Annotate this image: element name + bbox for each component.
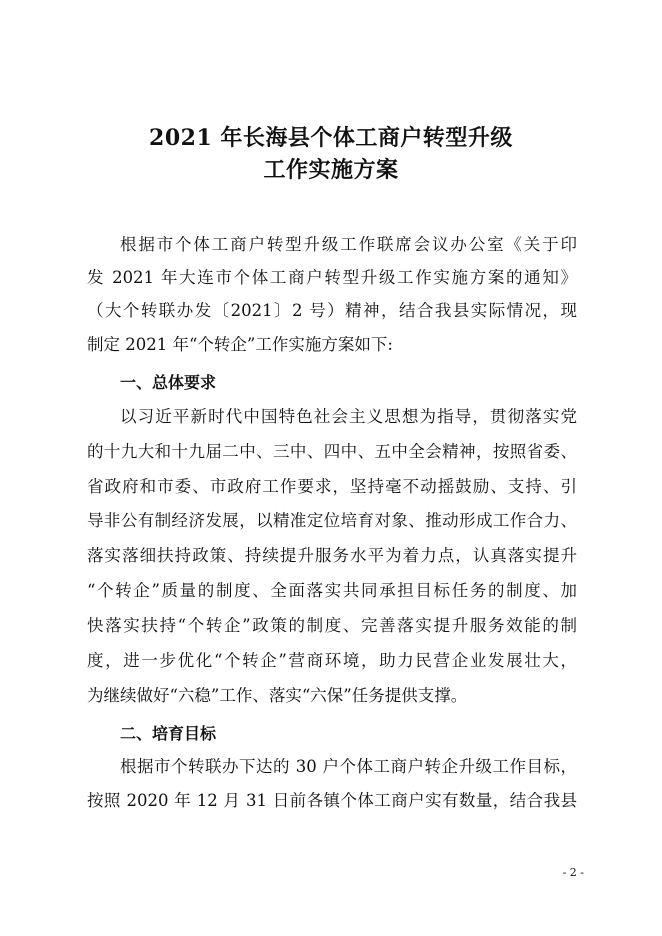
section1-paragraph-line: 以习近平新时代中国特色社会主义思想为指导，贯彻落实党 [120, 407, 577, 426]
section1-paragraph-line: 快落实扶持“个转企”政策的制度、完善落实提升服务效能的制 [87, 616, 577, 635]
section1-paragraph-line: 度，进一步优化“个转企”营商环境，助力民营企业发展壮大， [87, 651, 577, 670]
intro-paragraph-line: 制定 2021 年“个转企”工作实施方案如下: [87, 335, 393, 354]
intro-paragraph-line: （大个转联办发〔2021〕2 号）精神，结合我县实际情况，现 [87, 301, 577, 320]
section2-paragraph-line: 按照 2020 年 12 月 31 日前各镇个体工商户实有数量，结合我县 [87, 791, 577, 810]
intro-paragraph-line: 发 2021 年大连市个体工商户转型升级工作实施方案的通知》 [87, 268, 577, 287]
document-title-line-2: 工作实施方案 [263, 157, 399, 183]
section1-paragraph-line: 的十九大和十九届二中、三中、四中、五中全会精神，按照省委、 [87, 442, 577, 461]
section1-paragraph-line: 省政府和市委、市政府工作要求，坚持毫不动摇鼓励、支持、引 [87, 477, 577, 496]
page-number: - 2 - [562, 866, 584, 879]
section1-paragraph-line: 落实落细扶持政策、持续提升服务水平为着力点，认真落实提升 [87, 546, 577, 565]
section1-paragraph-line: 导非公有制经济发展，以精准定位培育对象、推动形成工作合力、 [87, 511, 577, 530]
section1-paragraph-line: “个转企”质量的制度、全面落实共同承担目标任务的制度、加 [87, 581, 577, 600]
section1-paragraph-line: 为继续做好“六稳”工作、落实“六保”任务提供支撑。 [87, 686, 468, 705]
section-heading-cultivation-goals: 二、培育目标 [120, 724, 217, 743]
section-heading-overall-requirements: 一、总体要求 [120, 373, 217, 392]
intro-paragraph-line: 根据市个体工商户转型升级工作联席会议办公室《关于印 [120, 235, 577, 254]
document-title-line-1: 2021 年长海县个体工商户转型升级 [149, 125, 513, 151]
section2-paragraph-line: 根据市个转联办下达的 30 户个体工商户转企升级工作目标， [120, 757, 577, 776]
